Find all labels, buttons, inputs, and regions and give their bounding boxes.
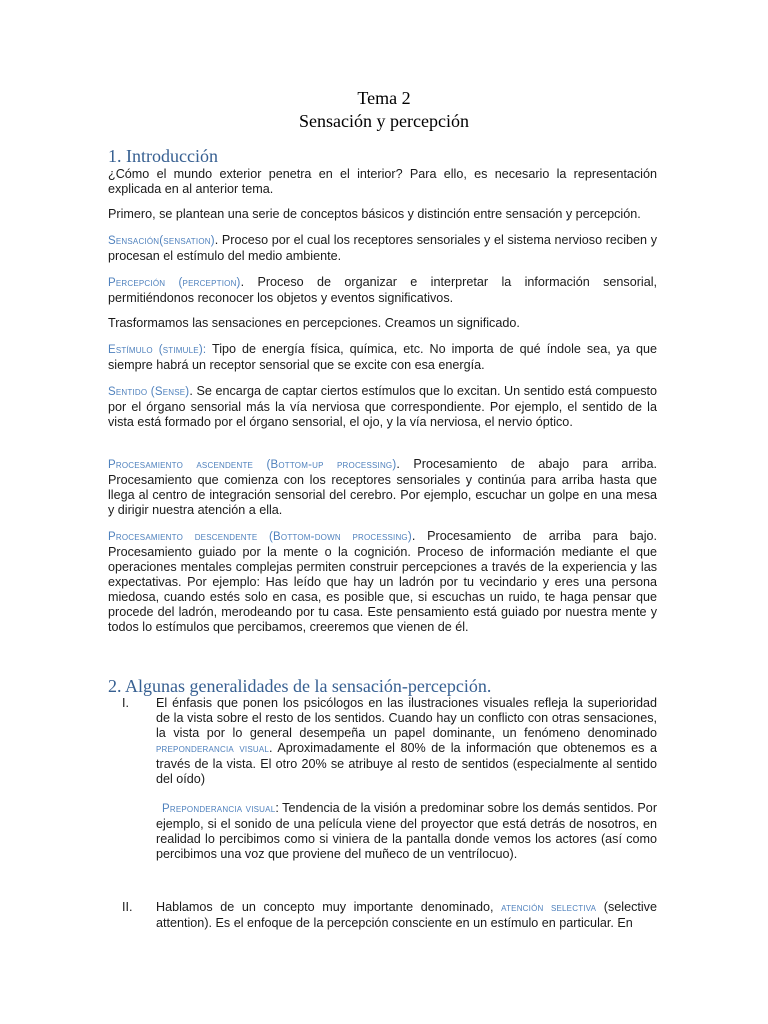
document-title: Tema 2 xyxy=(357,88,411,108)
definition-ascendente-text: . Procesamiento de abajo para arriba. Procesamiento que comienza con los receptores sensoriales y continúa para arriba hasta que llega al centro de integración sensorial del cerebro. Por ejemplo, escuchar un golpe en una mesa y dirigir nuestra atención a ella. xyxy=(108,457,658,517)
definition-estimulo-text: Tipo de energía física, química, etc. No importa de qué índole sea, ya que siempre habrá un receptor sensorial que se excite con esa energía. xyxy=(108,342,657,372)
section-heading-generalidades: 2. Algunas generalidades de la sensación-percepción. xyxy=(108,676,492,696)
term-procesamiento-descendente: Procesamiento descendente (Bottom-down processing) xyxy=(108,531,412,543)
document-subtitle: Sensación y percepción xyxy=(299,111,469,131)
term-estimulo: Estímulo (stimule): xyxy=(108,344,207,356)
paragraph-primero xyxy=(108,207,657,222)
list-item-2 xyxy=(108,900,657,931)
definition-procesamiento-ascendente xyxy=(108,457,657,518)
term-preponderancia-visual: preponderancia visual xyxy=(156,743,270,755)
paragraph-primero-text: Primero, se plantean una serie de conceptos básicos y distinción entre sensación y percepción. xyxy=(108,207,641,221)
definition-preponderancia-visual xyxy=(156,801,657,862)
paragraph-trasformamos-text: Trasformamos las sensaciones en percepciones. Creamos un significado. xyxy=(108,316,520,330)
term-procesamiento-ascendente: Procesamiento ascendente (Bottom-up processing) xyxy=(108,459,397,471)
term-percepcion: Percepción (perception) xyxy=(108,277,241,289)
list-item-1-text xyxy=(156,696,657,787)
section-heading-introduccion: 1. Introducción xyxy=(108,146,218,166)
list-item-2-text-a: Hablamos de un concepto muy importante denominado, xyxy=(156,900,502,914)
definition-estimulo xyxy=(108,342,657,373)
term-sensacion: Sensación(sensation) xyxy=(108,235,215,247)
list-item-1-definition xyxy=(108,801,657,862)
paragraph-trasformamos xyxy=(108,316,657,331)
list-item-1-text-b: . Aproximadamente el 80% de la información que obtenemos es a través de la vista. El otro 20% se atribuye al resto de sentidos (especialmente al sentido del oído) xyxy=(156,741,657,786)
list-item-2-text xyxy=(156,900,657,931)
term-sentido: Sentido (Sense) xyxy=(108,386,190,398)
paragraph-intro xyxy=(108,167,657,197)
list-item-1-text-a: El énfasis que ponen los psicólogos en las ilustraciones visuales refleja la superioridad de la vista sobre el resto de los sentidos. Cuando hay un conflicto con otras sensaciones, la vista por lo general desempeña un papel dominante, un fenómeno denominado xyxy=(156,696,657,740)
definition-procesamiento-descendente xyxy=(108,529,657,635)
paragraph-intro-text: ¿Cómo el mundo exterior penetra en el interior? Para ello, es necesario la representación explicada en al anterior tema. xyxy=(108,167,657,196)
definition-sensacion-text: . Proceso por el cual los receptores sensoriales y el sistema nervioso reciben y procesan el estímulo del medio ambiente. xyxy=(108,233,657,263)
definition-sensacion xyxy=(108,233,657,264)
list-item-2-text-b: (selective attention). Es el enfoque de la percepción consciente en un estímulo en particular. En xyxy=(156,900,657,930)
definition-descendente-text: . Procesamiento de arriba para bajo. Procesamiento guiado por la mente o la cognición. Proceso de información mediante el que operaciones mentales complejas permiten construir percepciones a través de la experiencia y las expectativas. Por ejemplo: Has leído que hay un ladrón por tu vecindario y eres una persona miedosa, cuando estés solo en casa, es posible que, si escuchas un ruido, te haga pensar que procede del ladrón, merodeando por tu casa. Este pensamiento está guiado por nuestra mente y todos lo estímulos que percibamos, creeremos que vienen de él. xyxy=(108,529,657,634)
definition-sentido-text: . Se encarga de captar ciertos estímulos que lo excitan. Un sentido está compuesto por el órgano sensorial más la vía nerviosa que correspondiente. Por ejemplo, el sentido de la vista está formado por el órgano sensorial, el ojo, y la vía nerviosa, el nervio óptico. xyxy=(108,384,658,429)
definition-preponderancia-visual-text: : Tendencia de la visión a predominar sobre los demás sentidos. Por ejemplo, si el sonido de una película viene del proyector que está detrás de nosotros, en realidad lo percibimos como si viniera de la pantalla donde vemos los actores (así como percibimos una voz que proviene del muñeco de un ventrílocuo). xyxy=(156,801,658,861)
definition-sentido xyxy=(108,384,657,430)
term-preponderancia-visual-def: Preponderancia visual xyxy=(162,803,276,815)
list-numeral-1: I. xyxy=(122,696,129,710)
list-numeral-2: II. xyxy=(122,900,133,914)
definition-percepcion-text: . Proceso de organizar e interpretar la información sensorial, permitiéndonos reconocer los objetos y eventos significativos. xyxy=(108,275,657,305)
list-item-1 xyxy=(108,696,657,787)
term-atencion-selectiva: atención selectiva xyxy=(501,902,597,914)
definition-percepcion xyxy=(108,275,657,306)
